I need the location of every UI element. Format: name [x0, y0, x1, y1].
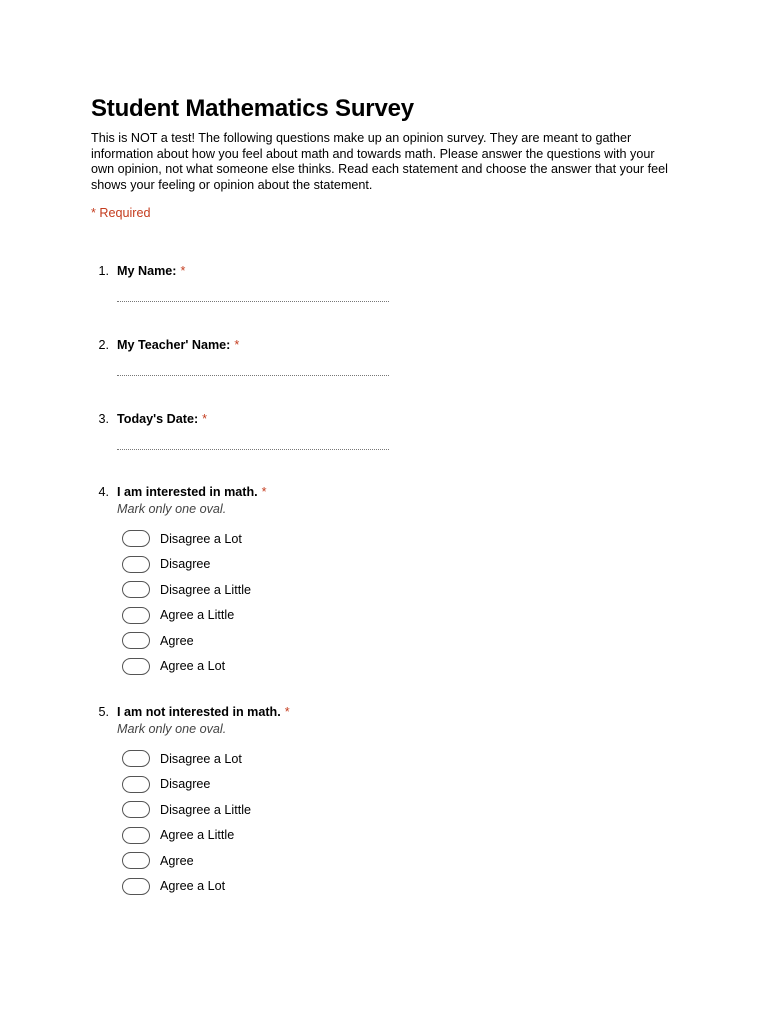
required-note: * Required — [91, 206, 151, 220]
question-1 — [91, 263, 651, 279]
option-agree-a-lot[interactable] — [122, 654, 651, 680]
option-label: Disagree — [160, 557, 211, 572]
option-list — [122, 526, 651, 679]
question-number: 4. — [98, 485, 109, 499]
teacher-name-input[interactable] — [117, 375, 389, 376]
required-star: * — [261, 485, 267, 499]
question-number: 3. — [98, 412, 109, 426]
question-number: 5. — [98, 705, 109, 719]
option-label: Agree a Little — [160, 828, 235, 843]
radio-oval[interactable] — [122, 658, 150, 675]
question-text: I am not interested in math. — [117, 705, 281, 719]
question-hint: Mark only one oval. — [117, 502, 227, 516]
option-disagree-a-lot[interactable] — [122, 526, 651, 552]
radio-oval[interactable] — [122, 530, 150, 547]
option-label: Disagree a Little — [160, 802, 252, 817]
question-text: I am interested in math. — [117, 485, 258, 499]
radio-oval[interactable] — [122, 607, 150, 624]
name-input[interactable] — [117, 301, 389, 302]
question-4 — [91, 484, 651, 679]
question-text: My Teacher' Name: — [117, 338, 231, 352]
option-label: Disagree a Lot — [160, 531, 242, 546]
radio-oval[interactable] — [122, 632, 150, 649]
radio-oval[interactable] — [122, 852, 150, 869]
survey-description: This is NOT a test! The following questions make up an opinion survey. They are meant to gather information about how you feel about math and towards math. Please answer the questions with your own opinion, not what someone else thinks. Read each statement and choose the answer that your feel shows your feeling or opinion about the statement. — [91, 131, 668, 192]
option-label: Disagree — [160, 777, 211, 792]
option-label: Agree — [160, 633, 194, 648]
option-label: Agree a Little — [160, 608, 235, 623]
option-disagree[interactable] — [122, 772, 651, 798]
option-agree-a-lot[interactable] — [122, 874, 651, 900]
radio-oval[interactable] — [122, 801, 150, 818]
option-label: Agree a Lot — [160, 659, 226, 674]
option-disagree-a-little[interactable] — [122, 577, 651, 603]
option-label: Agree — [160, 853, 194, 868]
date-input[interactable] — [117, 449, 389, 450]
option-label: Disagree a Lot — [160, 751, 242, 766]
required-star: * — [202, 412, 208, 426]
question-2 — [91, 337, 651, 353]
option-agree[interactable] — [122, 848, 651, 874]
radio-oval[interactable] — [122, 750, 150, 767]
question-text: Today's Date: — [117, 412, 199, 426]
option-label: Disagree a Little — [160, 582, 252, 597]
question-number: 1. — [98, 264, 109, 278]
radio-oval[interactable] — [122, 581, 150, 598]
required-star: * — [180, 264, 186, 278]
radio-oval[interactable] — [122, 878, 150, 895]
required-star: * — [234, 338, 240, 352]
option-agree-a-little[interactable] — [122, 603, 651, 629]
option-disagree-a-lot[interactable] — [122, 746, 651, 772]
option-agree[interactable] — [122, 628, 651, 654]
radio-oval[interactable] — [122, 827, 150, 844]
option-label: Agree a Lot — [160, 879, 226, 894]
required-star: * — [284, 705, 290, 719]
question-text: My Name: — [117, 264, 177, 278]
option-disagree[interactable] — [122, 552, 651, 578]
page-title: Student Mathematics Survey — [91, 95, 414, 122]
question-hint: Mark only one oval. — [117, 722, 227, 736]
question-number: 2. — [98, 338, 109, 352]
option-list — [122, 746, 651, 899]
option-disagree-a-little[interactable] — [122, 797, 651, 823]
option-agree-a-little[interactable] — [122, 823, 651, 849]
question-3 — [91, 411, 651, 427]
radio-oval[interactable] — [122, 556, 150, 573]
radio-oval[interactable] — [122, 776, 150, 793]
question-5 — [91, 704, 651, 899]
